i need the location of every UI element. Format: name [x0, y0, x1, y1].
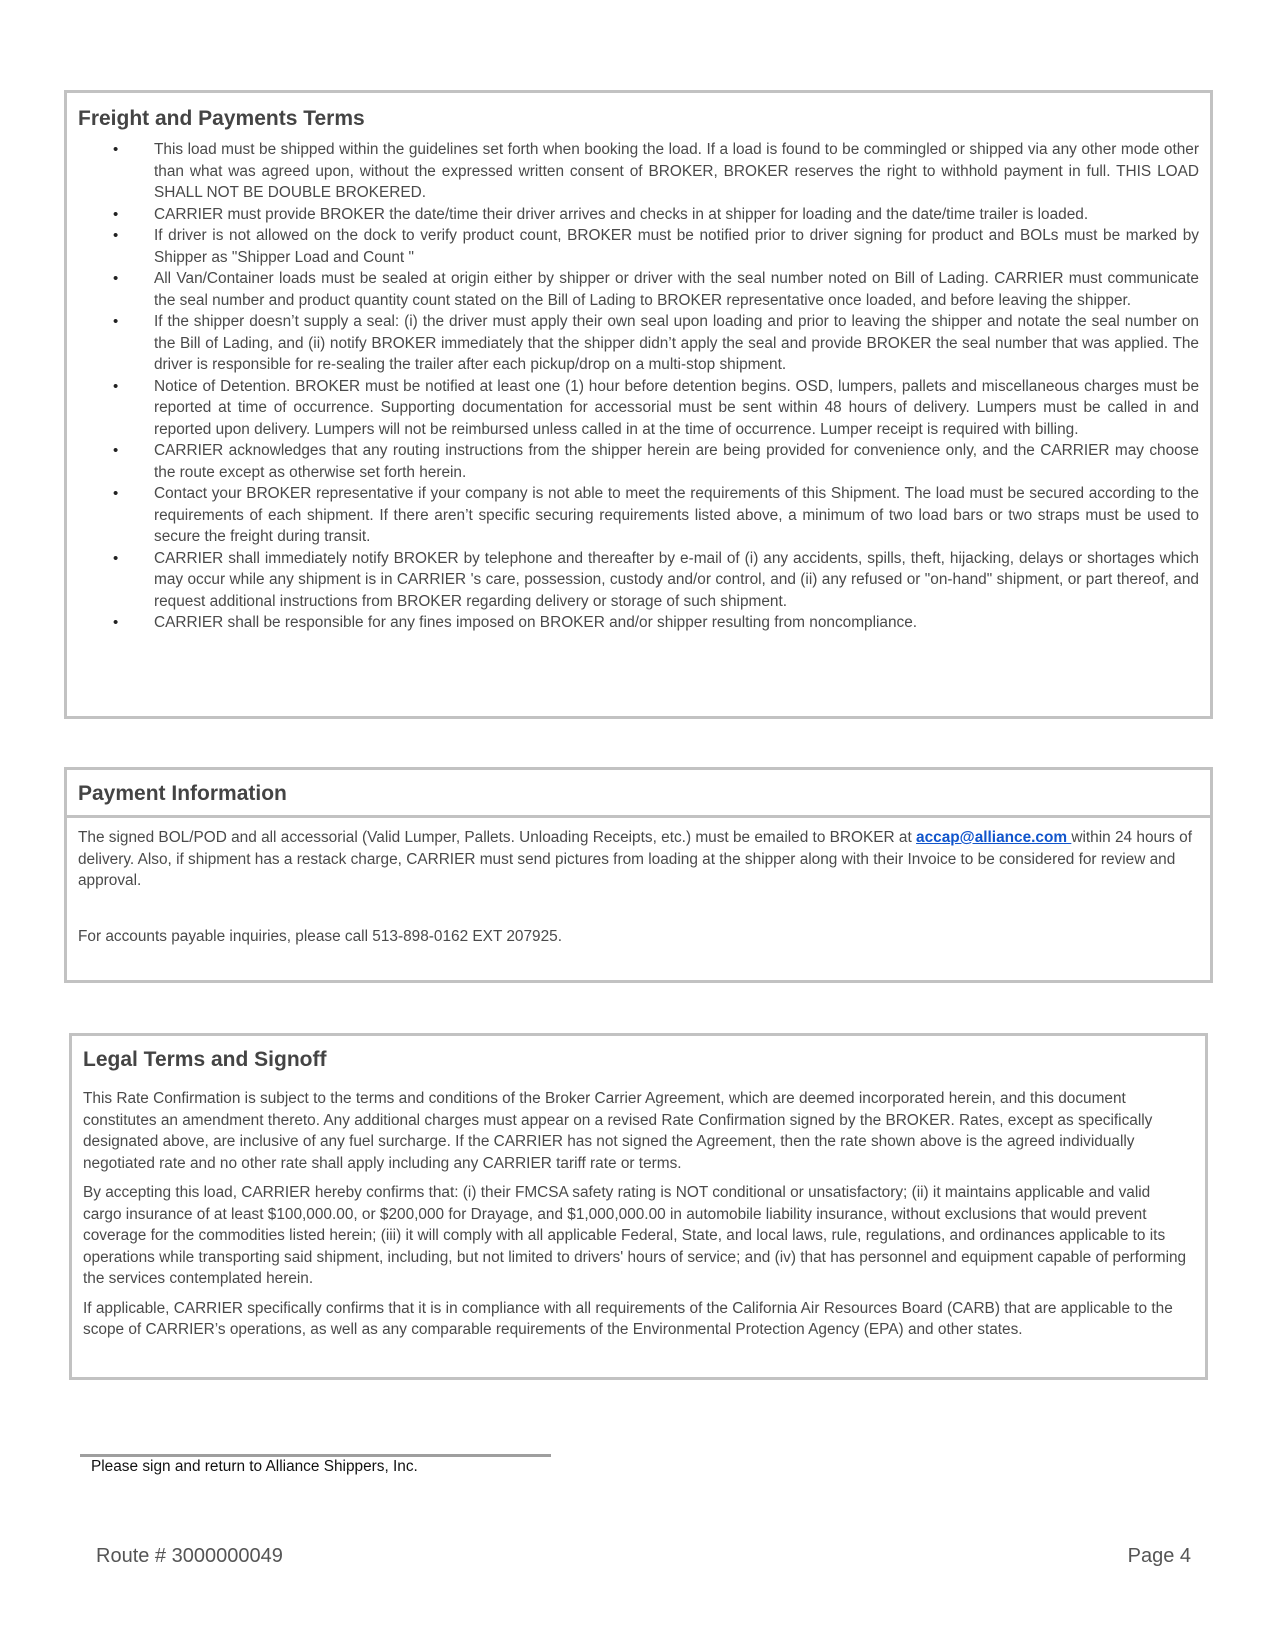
- legal-terms-title: Legal Terms and Signoff: [83, 1048, 327, 1071]
- payment-paragraph: [78, 827, 1198, 892]
- freight-terms-list: [67, 139, 1210, 634]
- payment-information-section: [64, 767, 1213, 983]
- payment-text-before-email: The signed BOL/POD and all accessorial (Valid Lumper, Pallets. Unloading Receipts, etc.) must be emailed to BROKER at: [78, 829, 917, 846]
- list-item: • Contact your BROKER representative if your company is not able to meet the requirements of this Shipment. The load must be secured according to the requirements of each shipment. If there aren’t specific securing requirements listed above, a minimum of two load bars or two straps must be used to secure the freight during transit.: [67, 483, 1199, 548]
- list-item: • All Van/Container loads must be sealed at origin either by shipper or driver with the seal number noted on Bill of Lading. CARRIER must communicate the seal number and product quantity count stated on the Bill of Lading to BROKER representative once loaded, and before leaving the shipper.: [67, 268, 1199, 311]
- list-item: • If the shipper doesn’t supply a seal: (i) the driver must apply their own seal upon loading and prior to leaving the shipper and notate the seal number on the Bill of Lading, and (ii) notify BROKER immediately that the shipper didn’t apply the seal and provide BROKER the seal number that was applied. The driver is responsible for re-sealing the trailer after each pickup/drop on a multi-stop shipment.: [67, 311, 1199, 376]
- signature-instruction: Please sign and return to Alliance Shippers, Inc.: [91, 1458, 418, 1475]
- legal-paragraph: If applicable, CARRIER specifically confirms that it is in compliance with all requirements of the California Air Resources Board (CARB) that are applicable to the scope of CARRIER’s operations, as well as any comparable requirements of the Environmental Protection Agency (EPA) and other states.: [83, 1299, 1173, 1338]
- legal-terms-body: [72, 1088, 1205, 1341]
- list-item: • CARRIER acknowledges that any routing instructions from the shipper herein are being provided for convenience only, and the CARRIER may choose the route except as otherwise set forth herein.: [67, 440, 1199, 483]
- payment-text-after-email: within 24 hours of delivery. Also, if shipment has a restack charge, CARRIER must send pictures from loading at the shipper along with their Invoice to be considered for review and approval.: [78, 829, 1192, 889]
- payment-information-title: Payment Information: [67, 770, 1210, 818]
- email-link[interactable]: accap@alliance.com: [916, 829, 1072, 846]
- list-item: • CARRIER must provide BROKER the date/time their driver arrives and checks in at shipper for loading and the date/time trailer is loaded.: [67, 204, 1199, 226]
- freight-terms-title: Freight and Payments Terms: [78, 107, 365, 130]
- payment-information-body: [67, 818, 1210, 947]
- list-item: • CARRIER shall immediately notify BROKER by telephone and thereafter by e-mail of (i) any accidents, spills, theft, hijacking, delays or shortages which may occur while any shipment is in CARRIER 's care, possession, custody and/or control, and (ii) any refused or "on-hand" shipment, or part thereof, and request additional instructions from BROKER regarding delivery or storage of such shipment.: [67, 548, 1199, 613]
- list-item: • CARRIER shall be responsible for any fines imposed on BROKER and/or shipper resulting from noncompliance.: [67, 612, 1199, 634]
- signature-line: [80, 1454, 551, 1457]
- legal-terms-section: [69, 1033, 1208, 1380]
- footer-page-number: Page 4: [1127, 1545, 1191, 1567]
- footer-route-number: Route # 3000000049: [96, 1545, 283, 1567]
- legal-paragraph: This Rate Confirmation is subject to the terms and conditions of the Broker Carrier Agreement, which are deemed incorporated herein, and this document constitutes an amendment thereto. Any additional charges must appear on a revised Rate Confirmation signed by the BROKER. Rates, except as specifically designated above, are inclusive of any fuel surcharge. If the CARRIER has not signed the Agreement, then the rate shown above is the agreed individually negotiated rate and no other rate shall apply including any CARRIER tariff rate or terms.: [83, 1090, 1153, 1172]
- list-item: • This load must be shipped within the guidelines set forth when booking the load. If a load is found to be commingled or shipped via any other mode other than what was agreed upon, without the expressed written consent of BROKER, BROKER reserves the right to withhold payment in full. THIS LOAD SHALL NOT BE DOUBLE BROKERED.: [67, 139, 1199, 204]
- list-item: • If driver is not allowed on the dock to verify product count, BROKER must be notified prior to driver signing for product and BOLs must be marked by Shipper as "Shipper Load and Count ": [67, 225, 1199, 268]
- legal-paragraph: By accepting this load, CARRIER hereby confirms that: (i) their FMCSA safety rating is NOT conditional or unsatisfactory; (ii) it maintains applicable and valid cargo insurance of at least $100,000.00, or $200,000 for Drayage, and $1,000,000.00 in automobile liability insurance, without exclusions that would prevent coverage for the commodities listed herein; (iii) it will comply with all applicable Federal, State, and local laws, rule, regulations, and ordinances applicable to its operations while transporting said shipment, including, but not limited to drivers' hours of service; and (iv) that has personnel and equipment capable of performing the services contemplated herein.: [83, 1184, 1187, 1287]
- accounts-payable-paragraph: For accounts payable inquiries, please call 513-898-0162 EXT 207925.: [78, 927, 562, 945]
- freight-terms-section: [64, 90, 1213, 719]
- list-item: • Notice of Detention. BROKER must be notified at least one (1) hour before detention begins. OSD, lumpers, pallets and miscellaneous charges must be reported at time of occurrence. Supporting documentation for accessorial must be sent within 48 hours of delivery. Lumpers must be called in and reported upon delivery. Lumpers will not be reimbursed unless called in at the time of occurrence. Lumper receipt is required with billing.: [67, 376, 1199, 441]
